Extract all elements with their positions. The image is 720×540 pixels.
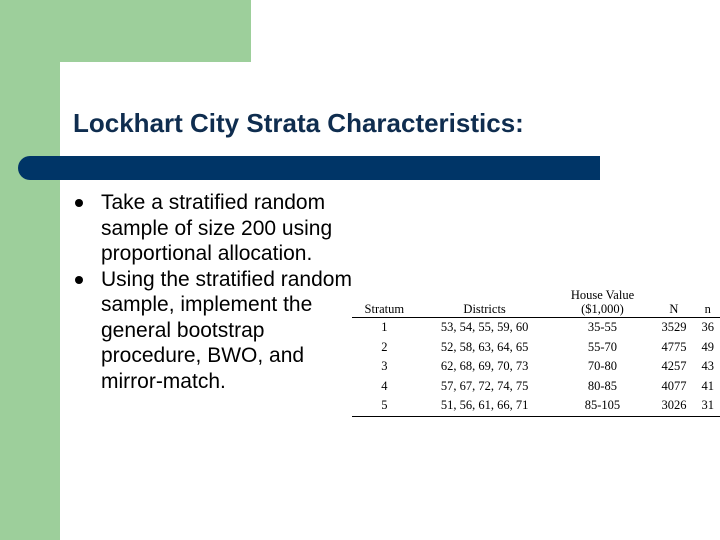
cell-house-value: 70-80 xyxy=(587,359,618,373)
cell-house-value: 80-85 xyxy=(587,378,618,393)
cell-districts: 52, 58, 63, 64, 65 xyxy=(440,339,529,354)
cell-districts: 62, 68, 69, 70, 73 xyxy=(440,359,529,373)
title-underline-bar xyxy=(18,156,600,180)
cell-n: 31 xyxy=(695,396,720,416)
cell-districts: 53, 54, 55, 59, 60 xyxy=(440,320,529,334)
cell-stratum: 5 xyxy=(352,396,417,416)
cell-house-value: 55-70 xyxy=(587,339,618,354)
table-row xyxy=(352,396,720,416)
cell-stratum: 2 xyxy=(381,339,388,354)
cell-stratum: 1 xyxy=(381,320,388,334)
accent-strip-left xyxy=(0,0,60,540)
cell-n: 41 xyxy=(701,378,714,393)
bullet-text: Take a stratified random sample of size 200 using proportional allocation. xyxy=(101,191,333,265)
header-stratum: Stratum xyxy=(352,288,417,318)
table-row xyxy=(352,318,720,338)
table-header-row xyxy=(352,288,720,318)
cell-N: 4077 xyxy=(661,378,687,393)
cell-house-value: 35-55 xyxy=(587,320,618,334)
cell-stratum: 3 xyxy=(381,359,388,373)
table-row xyxy=(352,377,720,397)
cell-N: 4257 xyxy=(661,359,687,373)
cell-N: 3026 xyxy=(652,396,695,416)
cell-n: 43 xyxy=(701,359,714,373)
cell-N: 3529 xyxy=(661,320,687,334)
table-row xyxy=(352,338,720,358)
cell-n: 36 xyxy=(701,320,714,334)
cell-districts: 57, 67, 72, 74, 75 xyxy=(440,378,529,393)
cell-districts: 51, 56, 61, 66, 71 xyxy=(417,396,553,416)
header-N: N xyxy=(652,288,695,318)
cell-stratum: 4 xyxy=(381,378,388,393)
strata-table-container xyxy=(352,288,720,417)
header-districts: Districts xyxy=(417,288,553,318)
header-house-value-line2: ($1,000) xyxy=(581,302,624,316)
header-house-value xyxy=(553,288,653,318)
bullet-item xyxy=(74,190,364,267)
bullet-dot-icon xyxy=(75,199,83,207)
header-house-value-line1: House Value xyxy=(570,288,635,302)
cell-N: 4775 xyxy=(661,339,687,354)
header-n: n xyxy=(695,288,720,318)
strata-table xyxy=(352,288,720,417)
cell-house-value: 85-105 xyxy=(553,396,653,416)
cell-n: 49 xyxy=(701,339,714,354)
bullet-text: Using the stratified random sample, implement the general bootstrap procedure, BWO, and mirror-match. xyxy=(101,267,352,393)
slide-title: Lockhart City Strata Characteristics: xyxy=(73,108,524,138)
table-row xyxy=(352,357,720,377)
bullet-dot-icon xyxy=(75,276,83,284)
bullet-list xyxy=(74,190,364,394)
bullet-item xyxy=(74,267,364,395)
